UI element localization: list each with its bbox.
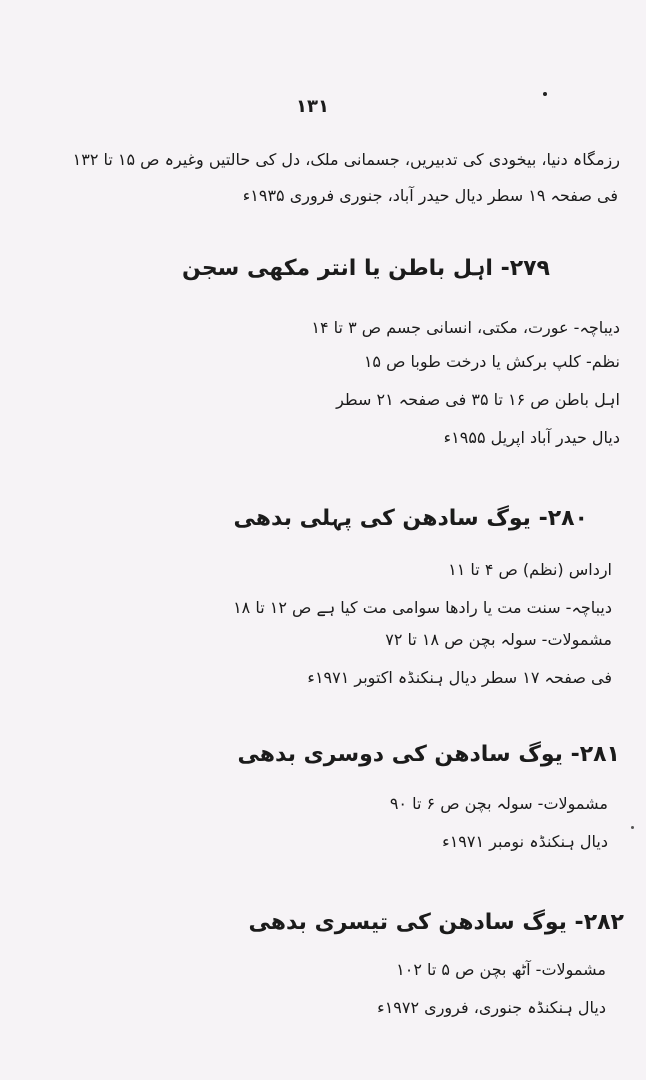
page-number: ۱۳۱ [296, 96, 329, 117]
section-line: ارداس (نظم) ص ۴ تا ۱۱ [448, 560, 612, 579]
ink-dot [631, 826, 634, 829]
section-heading: ۲۸۰- یوگ سادھن کی پہلی بدھی [233, 506, 588, 531]
section-line: مشمولات- سولہ بچن ص ۶ تا ۹۰ [389, 794, 608, 813]
section-line: اہل باطن ص ۱۶ تا ۳۵ فی صفحہ ۲۱ سطر [336, 390, 620, 409]
intro-line: فی صفحہ ۱۹ سطر دیال حیدر آباد، جنوری فروری ۱۹۳۵ء [242, 186, 618, 205]
section-line: دیال حیدر آباد اپریل ۱۹۵۵ء [443, 428, 620, 447]
section-heading: ۲۷۹- اہل باطن یا انتر مکھی سجن [182, 256, 550, 281]
section-line: فی صفحہ ۱۷ سطر دیال ہنکنڈہ اکتوبر ۱۹۷۱ء [307, 668, 612, 687]
section-line: مشمولات- آٹھ بچن ص ۵ تا ۱۰۲ [396, 960, 606, 979]
section-line: دیباچہ- سنت مت یا رادھا سوامی مت کیا ہے ص ۱۲ تا ۱۸ [233, 598, 612, 617]
section-line: نظم- کلپ برکش یا درخت طوبا ص ۱۵ [363, 352, 620, 371]
section-heading: ۲۸۱- یوگ سادھن کی دوسری بدھی [237, 742, 620, 767]
section-line: مشمولات- سولہ بچن ص ۱۸ تا ۷۲ [385, 630, 612, 649]
intro-line: رزمگاہ دنیا، بیخودی کی تدبیریں، جسمانی ملک، دل کی حالتیں وغیرہ ص ۱۵ تا ۱۳۲ [72, 150, 620, 169]
section-heading: ۲۸۲- یوگ سادھن کی تیسری بدھی [248, 910, 624, 935]
ink-dot [543, 92, 547, 96]
section-line: دیال ہنکنڈہ نومبر ۱۹۷۱ء [442, 832, 608, 851]
section-line: دیال ہنکنڈہ جنوری، فروری ۱۹۷۲ء [377, 998, 606, 1017]
section-line: دیباچہ- عورت، مکتی، انسانی جسم ص ۳ تا ۱۴ [311, 318, 620, 337]
